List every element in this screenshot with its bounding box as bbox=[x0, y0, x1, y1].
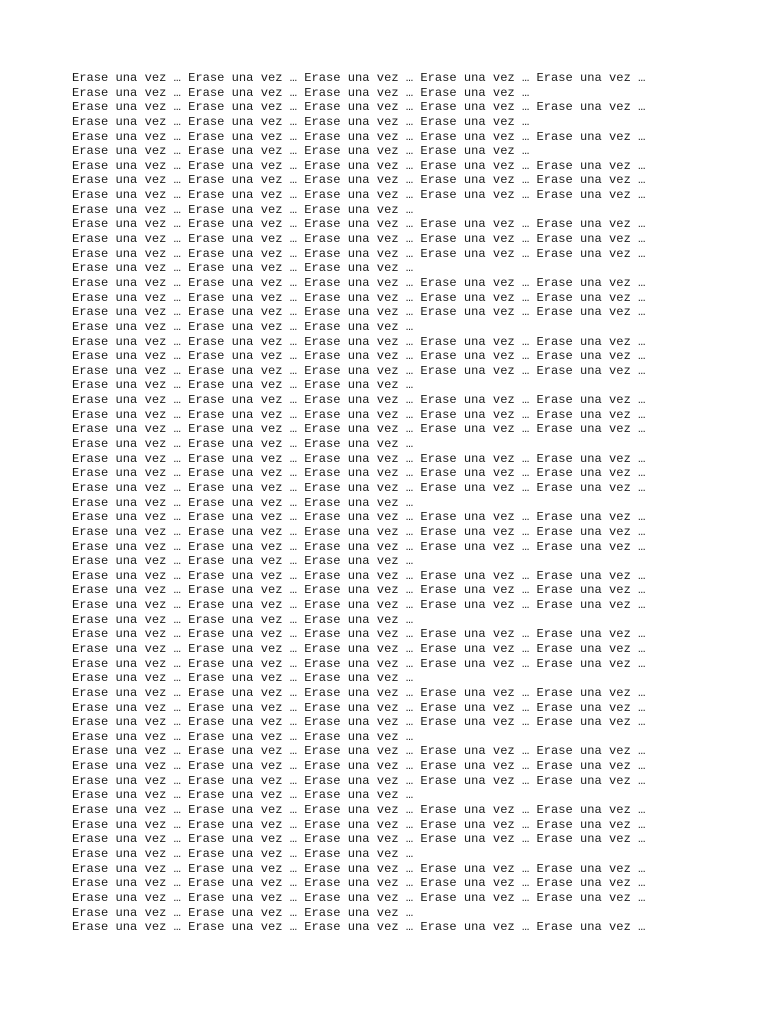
text-line: Erase una vez … Erase una vez … Erase una vez … Erase una vez … Erase una vez … bbox=[72, 363, 646, 378]
text-line: Erase una vez … Erase una vez … Erase una vez … Erase una vez … Erase una vez … bbox=[72, 290, 646, 305]
text-line: Erase una vez … Erase una vez … Erase una vez … Erase una vez … Erase una vez … bbox=[72, 685, 646, 700]
text-line: Erase una vez … Erase una vez … Erase una vez … Erase una vez … Erase una vez … bbox=[72, 246, 646, 261]
text-line: Erase una vez … Erase una vez … Erase una vez … Erase una vez … Erase una vez … bbox=[72, 451, 646, 466]
text-line: Erase una vez … Erase una vez … Erase una vez … bbox=[72, 671, 414, 686]
text-line: Erase una vez … Erase una vez … Erase una vez … bbox=[72, 319, 414, 334]
text-line: Erase una vez … Erase una vez … Erase una vez … Erase una vez … Erase una vez … bbox=[72, 305, 646, 320]
text-line: Erase una vez … Erase una vez … Erase una vez … Erase una vez … Erase una vez … bbox=[72, 232, 646, 247]
text-line: Erase una vez … Erase una vez … Erase una vez … Erase una vez … Erase una vez … bbox=[72, 920, 646, 935]
text-line: Erase una vez … Erase una vez … Erase una vez … Erase una vez … Erase una vez … bbox=[72, 334, 646, 349]
text-line: Erase una vez … Erase una vez … Erase una vez … Erase una vez … Erase una vez … bbox=[72, 641, 646, 656]
text-line: Erase una vez … Erase una vez … Erase una vez … bbox=[72, 846, 414, 861]
text-line: Erase una vez … Erase una vez … Erase una vez … Erase una vez … Erase una vez … bbox=[72, 876, 646, 891]
text-line: Erase una vez … Erase una vez … Erase una vez … Erase una vez … Erase una vez … bbox=[72, 568, 646, 583]
text-line: Erase una vez … Erase una vez … Erase una vez … Erase una vez … Erase una vez … bbox=[72, 349, 646, 364]
text-line: Erase una vez … Erase una vez … Erase una vez … bbox=[72, 378, 414, 393]
text-line: Erase una vez … Erase una vez … Erase una vez … Erase una vez … bbox=[72, 114, 530, 129]
text-line: Erase una vez … Erase una vez … Erase una vez … Erase una vez … Erase una vez … bbox=[72, 158, 646, 173]
text-line: Erase una vez … Erase una vez … Erase una vez … Erase una vez … Erase una vez … bbox=[72, 700, 646, 715]
text-line: Erase una vez … Erase una vez … Erase una vez … bbox=[72, 729, 414, 744]
text-line: Erase una vez … Erase una vez … Erase una vez … Erase una vez … Erase una vez … bbox=[72, 817, 646, 832]
text-line: Erase una vez … Erase una vez … Erase una vez … Erase una vez … Erase una vez … bbox=[72, 744, 646, 759]
text-line: Erase una vez … Erase una vez … Erase una vez … Erase una vez … Erase una vez … bbox=[72, 598, 646, 613]
text-line: Erase una vez … Erase una vez … Erase una vez … Erase una vez … Erase una vez … bbox=[72, 188, 646, 203]
text-line: Erase una vez … Erase una vez … Erase una vez … Erase una vez … Erase una vez … bbox=[72, 715, 646, 730]
text-line: Erase una vez … Erase una vez … Erase una vez … Erase una vez … Erase una vez … bbox=[72, 803, 646, 818]
text-line: Erase una vez … Erase una vez … Erase una vez … Erase una vez … Erase una vez … bbox=[72, 173, 646, 188]
text-line: Erase una vez … Erase una vez … Erase una vez … Erase una vez … Erase una vez … bbox=[72, 100, 646, 115]
text-line: Erase una vez … Erase una vez … Erase una vez … Erase una vez … Erase una vez … bbox=[72, 275, 646, 290]
text-line: Erase una vez … Erase una vez … Erase una vez … bbox=[72, 612, 414, 627]
text-line: Erase una vez … Erase una vez … Erase una vez … Erase una vez … Erase una vez … bbox=[72, 583, 646, 598]
text-line: Erase una vez … Erase una vez … Erase una vez … Erase una vez … Erase una vez … bbox=[72, 539, 646, 554]
text-line: Erase una vez … Erase una vez … Erase una vez … Erase una vez … Erase una vez … bbox=[72, 656, 646, 671]
text-line: Erase una vez … Erase una vez … Erase una vez … Erase una vez … bbox=[72, 144, 530, 159]
text-line: Erase una vez … Erase una vez … Erase una vez … Erase una vez … Erase una vez … bbox=[72, 773, 646, 788]
text-line: Erase una vez … Erase una vez … Erase una vez … Erase una vez … Erase una vez … bbox=[72, 466, 646, 481]
text-line: Erase una vez … Erase una vez … Erase una vez … Erase una vez … Erase una vez … bbox=[72, 71, 646, 85]
text-line: Erase una vez … Erase una vez … Erase una vez … Erase una vez … bbox=[72, 85, 530, 100]
text-line: Erase una vez … Erase una vez … Erase una vez … Erase una vez … Erase una vez … bbox=[72, 393, 646, 408]
text-line: Erase una vez … Erase una vez … Erase una vez … Erase una vez … Erase una vez … bbox=[72, 480, 646, 495]
text-line: Erase una vez … Erase una vez … Erase una vez … Erase una vez … Erase una vez … bbox=[72, 627, 646, 642]
text-line: Erase una vez … Erase una vez … Erase una vez … Erase una vez … Erase una vez … bbox=[72, 407, 646, 422]
text-line: Erase una vez … Erase una vez … Erase una vez … bbox=[72, 202, 414, 217]
text-line: Erase una vez … Erase una vez … Erase una vez … Erase una vez … Erase una vez … bbox=[72, 217, 646, 232]
text-line: Erase una vez … Erase una vez … Erase una vez … Erase una vez … Erase una vez … bbox=[72, 129, 646, 144]
text-line: Erase una vez … Erase una vez … Erase una vez … Erase una vez … Erase una vez … bbox=[72, 890, 646, 905]
text-line: Erase una vez … Erase una vez … Erase una vez … Erase una vez … Erase una vez … bbox=[72, 861, 646, 876]
text-line: Erase una vez … Erase una vez … Erase una vez … Erase una vez … Erase una vez … bbox=[72, 422, 646, 437]
text-line: Erase una vez … Erase una vez … Erase una vez … bbox=[72, 905, 414, 920]
text-line: Erase una vez … Erase una vez … Erase una vez … bbox=[72, 495, 414, 510]
document-page bbox=[72, 71, 762, 935]
text-line: Erase una vez … Erase una vez … Erase una vez … Erase una vez … Erase una vez … bbox=[72, 510, 646, 525]
text-line: Erase una vez … Erase una vez … Erase una vez … bbox=[72, 261, 414, 276]
text-line: Erase una vez … Erase una vez … Erase una vez … Erase una vez … Erase una vez … bbox=[72, 524, 646, 539]
text-line: Erase una vez … Erase una vez … Erase una vez … bbox=[72, 437, 414, 452]
text-line: Erase una vez … Erase una vez … Erase una vez … bbox=[72, 788, 414, 803]
text-line: Erase una vez … Erase una vez … Erase una vez … bbox=[72, 554, 414, 569]
text-line: Erase una vez … Erase una vez … Erase una vez … Erase una vez … Erase una vez … bbox=[72, 759, 646, 774]
text-line: Erase una vez … Erase una vez … Erase una vez … Erase una vez … Erase una vez … bbox=[72, 832, 646, 847]
